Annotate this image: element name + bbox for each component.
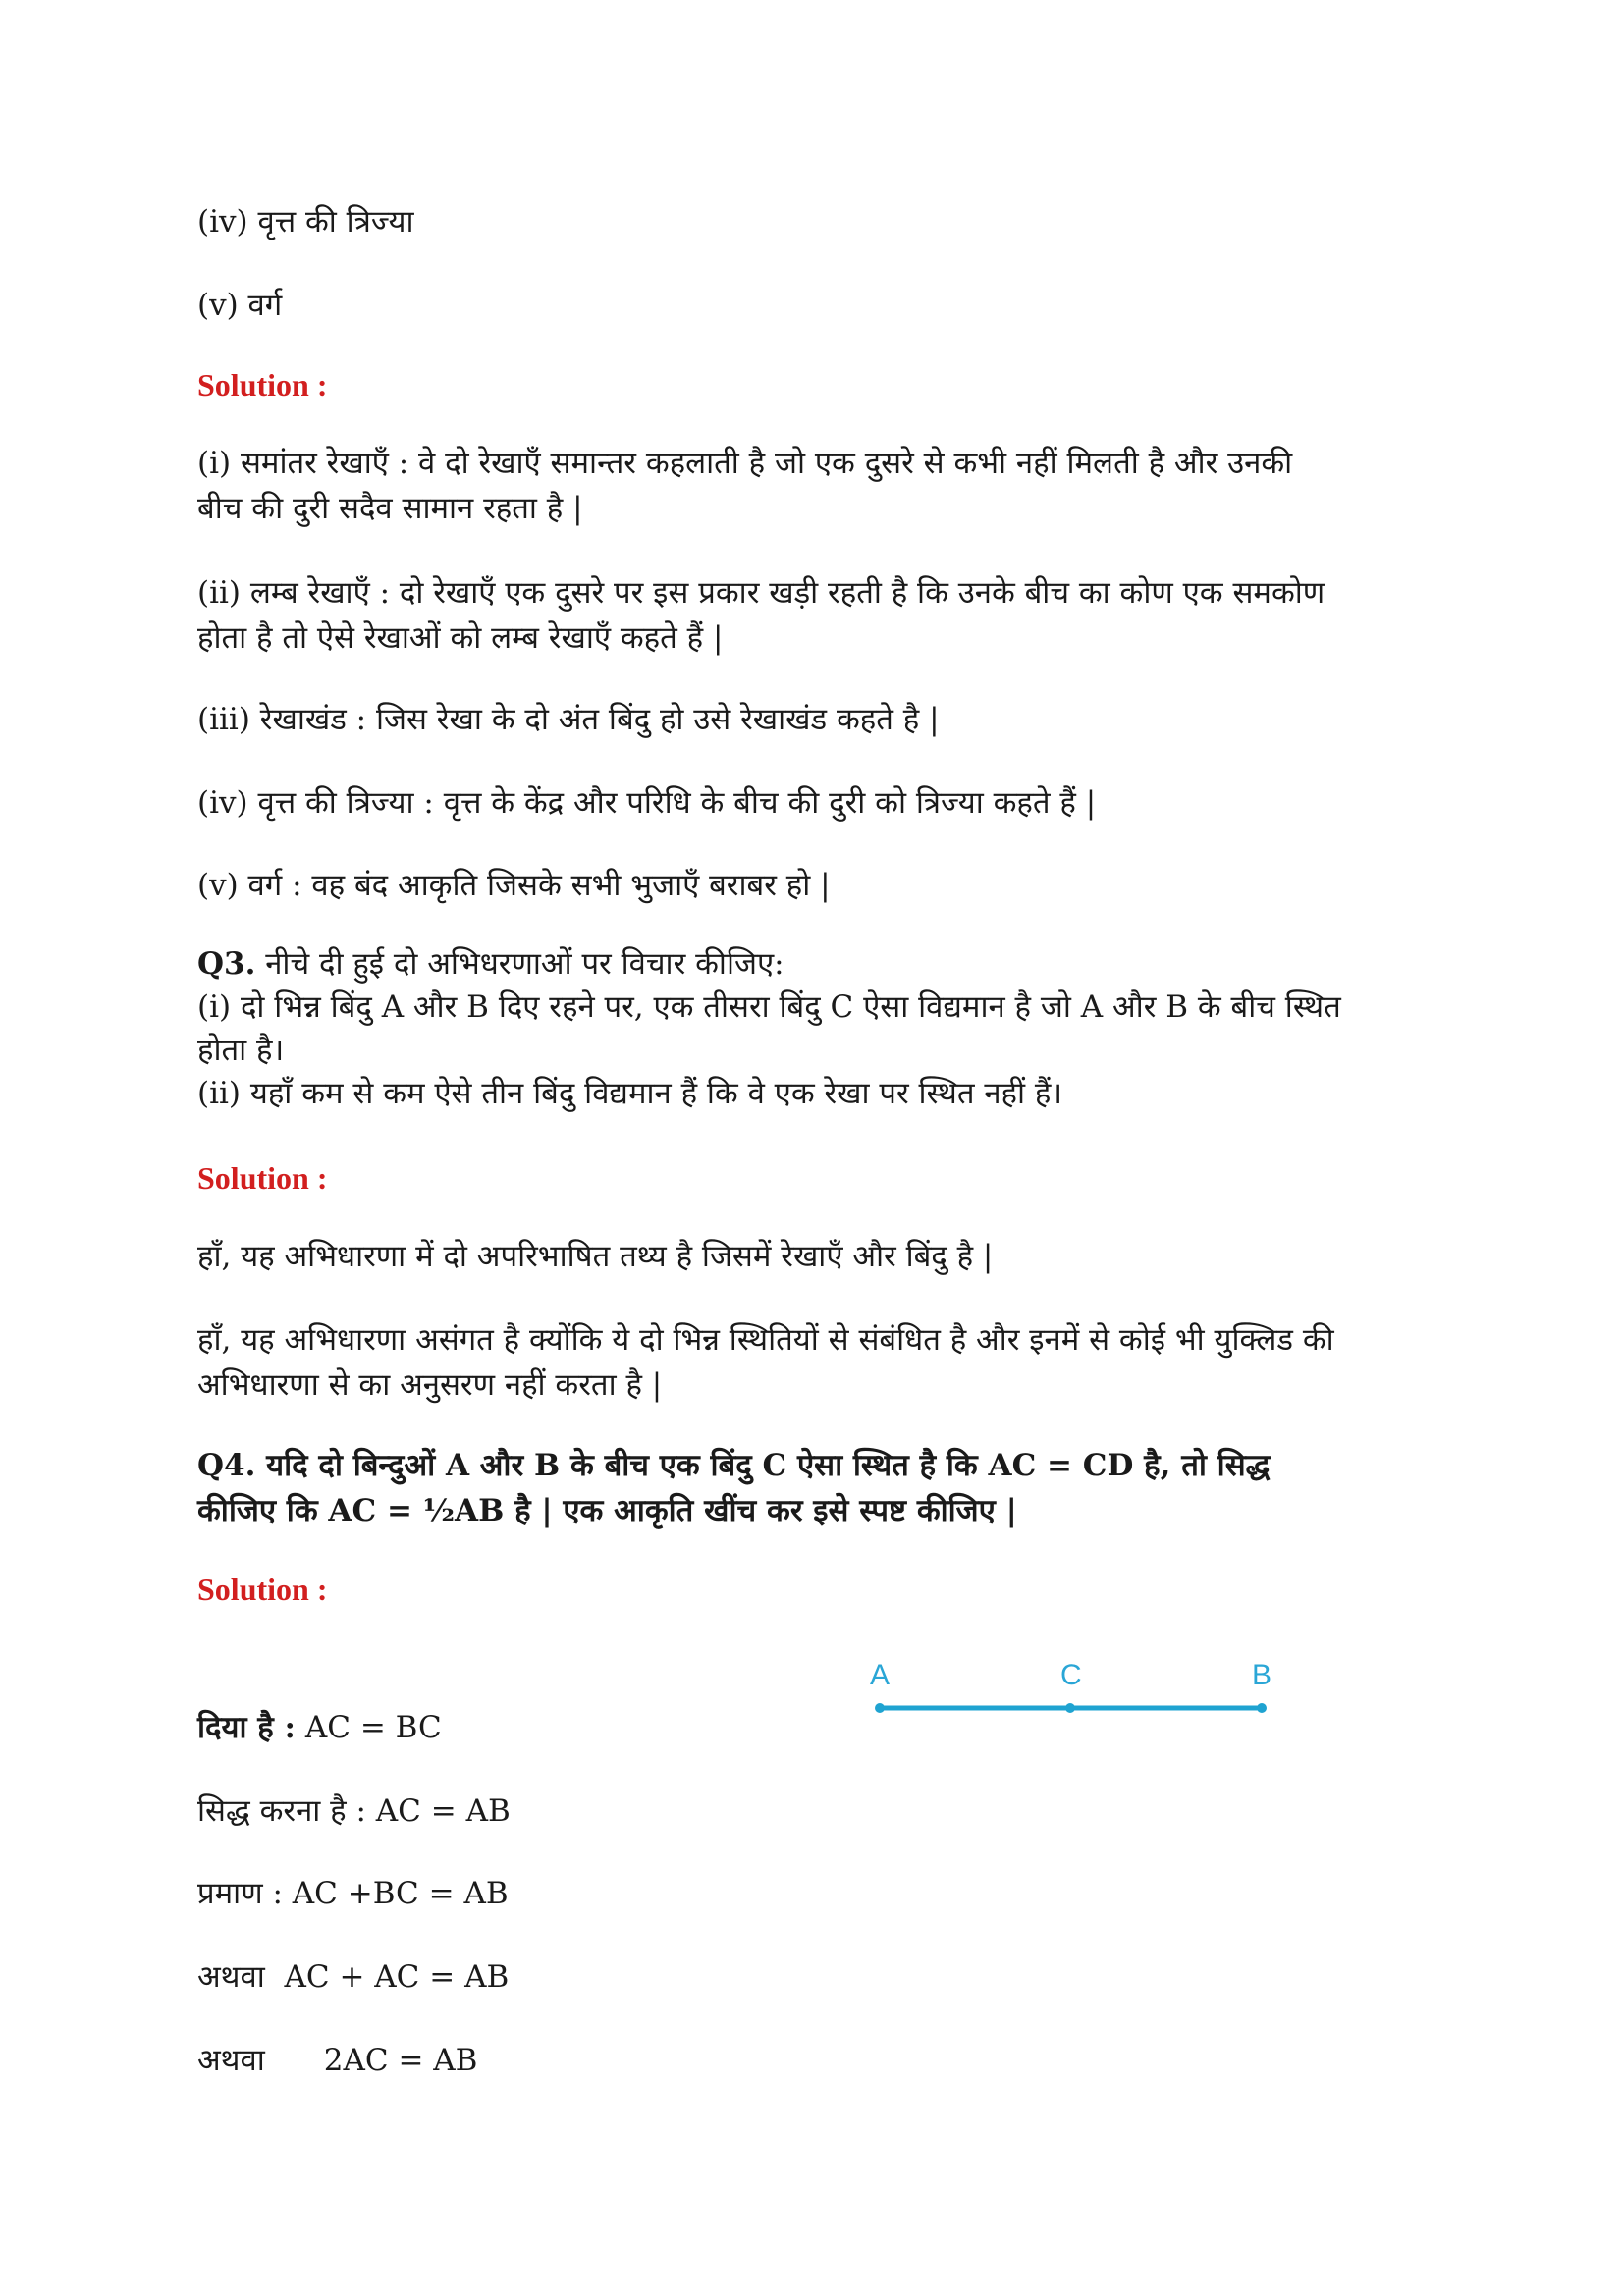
answer-paragraph-parallel-lines: (i) समांतर रेखाएँ : वे दो रेखाएँ समान्तर कहलाती है जो एक दुसरे से कभी नहीं मिलती है और उनकी बीच की दुरी सदैव सामान रहता है | — [197, 446, 1293, 526]
list-item-v: (v) वर्ग — [197, 288, 283, 323]
point-a-label: A — [870, 1659, 891, 1691]
question-q4: Q4. यदि दो बिन्दुओं A और B के बीच एक बिंदु C ऐसा स्थित है कि AC = CD है, तो सिद्ध कीजिए कि AC = ½AB है | एक आकृति खींच कर इसे स्पष्ट कीजिए | — [197, 1448, 1271, 1528]
proof-step: अथवा 2AC = AB — [197, 2043, 478, 2078]
solution-heading: Solution : — [197, 367, 328, 402]
solution-heading: Solution : — [197, 1572, 328, 1607]
answer-paragraph: हाँ, यह अभिधारणा में दो अपरिभाषित तथ्य है जिसमें रेखाएँ और बिंदु है | — [197, 1239, 994, 1274]
question-label: Q3. — [197, 946, 256, 982]
answer-paragraph-radius: (iv) वृत्त की त्रिज्या : वृत्त के केंद्र और परिधि के बीच की दुरी को त्रिज्या कहते हैं | — [197, 785, 1097, 821]
answer-paragraph: हाँ, यह अभिधारणा असंगत है क्योंकि ये दो भिन्न स्थितियों से संबंधित है और इनमें से कोई भी युक्लिड की अभिधारणा से का अनुसरण नहीं करता है | — [197, 1322, 1334, 1403]
solution-heading: Solution : — [197, 1160, 328, 1196]
answer-paragraph-perpendicular-lines: (ii) लम्ब रेखाएँ : दो रेखाएँ एक दुसरे पर इस प्रकार खड़ी रहती है कि उनके बीच का कोण एक समकोण होता है तो ऐसे रेखाओं को लम्ब रेखाएँ कहते हैं | — [197, 575, 1325, 656]
proof-statement: प्रमाण : AC +BC = AB — [197, 1876, 509, 1911]
answer-paragraph-line-segment: (iii) रेखाखंड : जिस रेखा के दो अंत बिंदु हो उसे रेखाखंड कहते है | — [197, 702, 940, 737]
given-label: दिया है : — [197, 1710, 296, 1745]
answer-paragraph-square: (v) वर्ग : वह बंद आकृति जिसके सभी भुजाएँ बराबर हो | — [197, 868, 831, 903]
point-c-label: C — [1060, 1659, 1082, 1691]
question-q3: Q3. नीचे दी हुई दो अभिधरणाओं पर विचार कीजिए: (i) दो भिन्न बिंदु A और B दिए रहने पर, एक तीसरा बिंदु C ऐसा विद्यमान है जो A और B के बीच स्थित होता है। (ii) यहाँ कम से कम ऐसे तीन बिंदु विद्यमान हैं कि वे एक रेखा पर स्थित नहीं हैं। — [197, 946, 1341, 1111]
list-item-iv: (iv) वृत्त की त्रिज्या — [197, 204, 414, 240]
point-b-label: B — [1252, 1659, 1272, 1691]
given-statement: दिया है : AC = BC — [197, 1710, 442, 1745]
proof-step: अथवा AC + AC = AB — [197, 1959, 510, 1995]
to-prove-statement: सिद्ध करना है : AC = AB — [197, 1793, 511, 1829]
